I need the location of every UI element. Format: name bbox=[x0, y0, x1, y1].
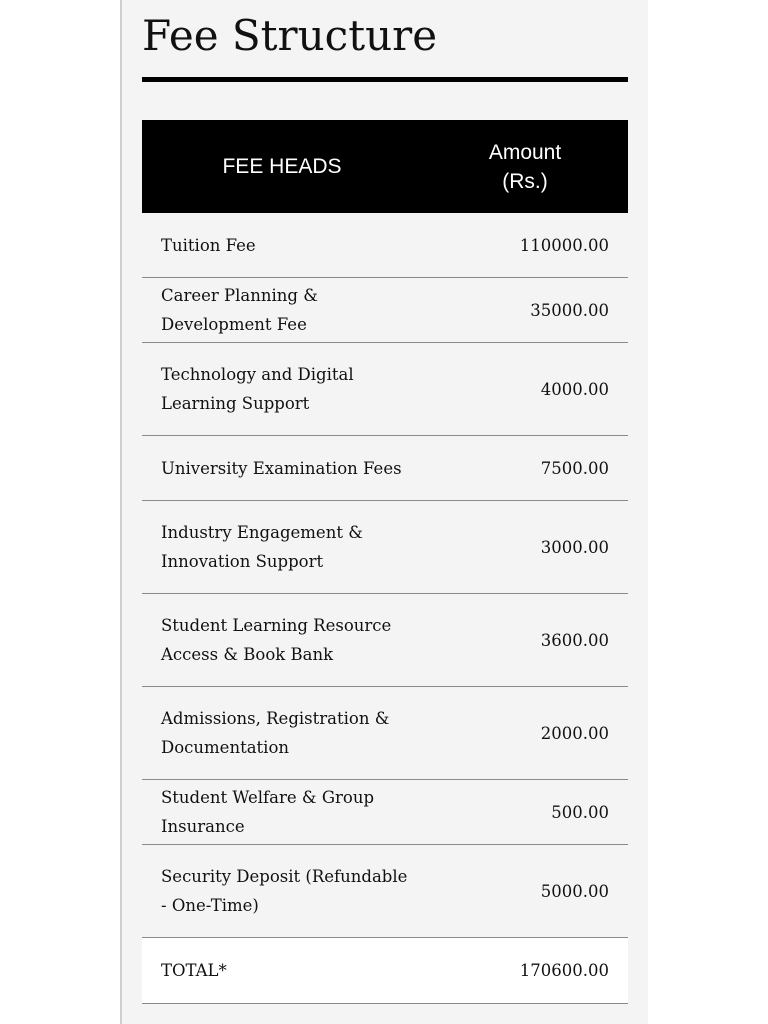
fee-amount-cell: 4000.00 bbox=[422, 343, 628, 436]
fee-head-cell: Student Learning Resource Access & Book Bank bbox=[142, 594, 422, 687]
fee-amount-cell: 3000.00 bbox=[422, 501, 628, 594]
table-row bbox=[142, 845, 628, 938]
fee-amount-cell: 500.00 bbox=[422, 780, 628, 845]
table-row bbox=[142, 343, 628, 436]
total-label: TOTAL* bbox=[142, 938, 422, 1004]
fee-head-cell: Technology and Digital Learning Support bbox=[142, 343, 422, 436]
fee-amount-cell: 2000.00 bbox=[422, 687, 628, 780]
fee-heads-header: FEE HEADS bbox=[142, 120, 422, 213]
content-panel bbox=[122, 0, 648, 1024]
fee-amount-cell: 5000.00 bbox=[422, 845, 628, 938]
title-divider bbox=[142, 77, 628, 82]
amount-header-line1: Amount bbox=[488, 140, 562, 164]
fee-structure-table bbox=[142, 120, 628, 1004]
table-row bbox=[142, 687, 628, 780]
table-row bbox=[142, 501, 628, 594]
fee-head-cell: Student Welfare & Group Insurance bbox=[142, 780, 422, 845]
table-header-row bbox=[142, 120, 628, 213]
page-title: Fee Structure bbox=[142, 11, 438, 60]
amount-header bbox=[422, 120, 628, 213]
table-row bbox=[142, 594, 628, 687]
fee-head-cell: Admissions, Registration & Documentation bbox=[142, 687, 422, 780]
fee-head-cell: Security Deposit (Refundable - One-Time) bbox=[142, 845, 422, 938]
amount-header-line2: (Rs.) bbox=[502, 169, 548, 193]
fee-amount-cell: 3600.00 bbox=[422, 594, 628, 687]
table-row bbox=[142, 213, 628, 278]
total-row bbox=[142, 938, 628, 1004]
table-row bbox=[142, 780, 628, 845]
fee-head-cell: Industry Engagement & Innovation Support bbox=[142, 501, 422, 594]
fee-amount-cell: 7500.00 bbox=[422, 436, 628, 501]
fee-head-cell: Tuition Fee bbox=[142, 213, 422, 278]
table-row bbox=[142, 278, 628, 343]
table-row bbox=[142, 436, 628, 501]
total-amount: 170600.00 bbox=[422, 938, 628, 1004]
fee-amount-cell: 35000.00 bbox=[422, 278, 628, 343]
fee-head-cell: Career Planning & Development Fee bbox=[142, 278, 422, 343]
fee-amount-cell: 110000.00 bbox=[422, 213, 628, 278]
fee-head-cell: University Examination Fees bbox=[142, 436, 422, 501]
